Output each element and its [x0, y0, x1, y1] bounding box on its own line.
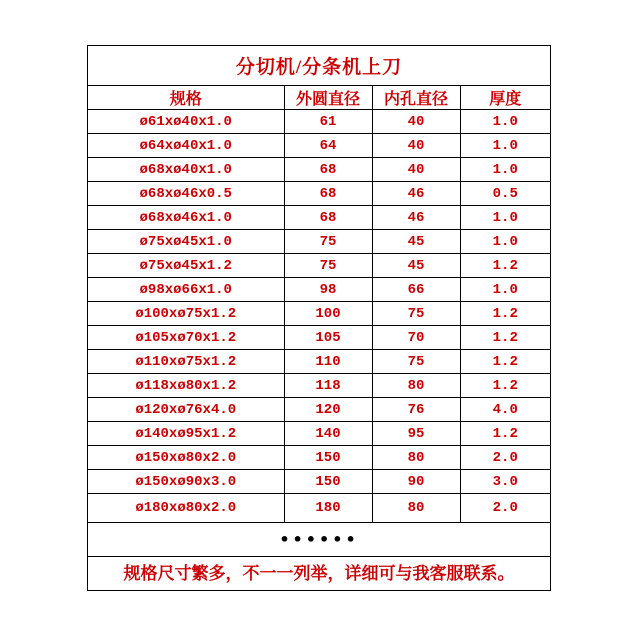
- cell-outer-diameter: 75: [284, 254, 372, 278]
- table-row: [88, 134, 550, 158]
- table-body: [88, 110, 550, 523]
- table-row: [88, 206, 550, 230]
- cell-spec: ø100xø75x1.2: [88, 302, 284, 326]
- table-row: [88, 110, 550, 134]
- cell-inner-diameter: 46: [372, 206, 460, 230]
- cell-outer-diameter: 68: [284, 158, 372, 182]
- cell-inner-diameter: 45: [372, 230, 460, 254]
- cell-spec: ø180xø80x2.0: [88, 494, 284, 523]
- footer-note: 规格尺寸繁多，不一一列举，详细可与我客服联系。: [88, 557, 550, 586]
- footer-row: [88, 557, 550, 586]
- cell-thickness: 1.0: [460, 206, 550, 230]
- cell-inner-diameter: 95: [372, 422, 460, 446]
- table-row: [88, 422, 550, 446]
- cell-thickness: 1.2: [460, 374, 550, 398]
- table-row: [88, 374, 550, 398]
- table-title: 分切机/分条机上刀: [88, 46, 550, 86]
- cell-spec: ø64xø40x1.0: [88, 134, 284, 158]
- spec-sheet: [87, 45, 551, 591]
- cell-thickness: 1.0: [460, 230, 550, 254]
- cell-thickness: 3.0: [460, 470, 550, 494]
- cell-spec: ø68xø46x0.5: [88, 182, 284, 206]
- cell-thickness: 1.0: [460, 278, 550, 302]
- cell-spec: ø98xø66x1.0: [88, 278, 284, 302]
- cell-outer-diameter: 180: [284, 494, 372, 523]
- cell-spec: ø75xø45x1.0: [88, 230, 284, 254]
- cell-spec: ø68xø46x1.0: [88, 206, 284, 230]
- cell-thickness: 2.0: [460, 494, 550, 523]
- cell-thickness: 1.2: [460, 350, 550, 374]
- cell-thickness: 1.2: [460, 302, 550, 326]
- header-thickness: 厚度: [460, 86, 550, 110]
- cell-outer-diameter: 110: [284, 350, 372, 374]
- table-row: [88, 230, 550, 254]
- header-outer-diameter: 外圆直径: [284, 86, 372, 110]
- cell-thickness: 2.0: [460, 446, 550, 470]
- cell-inner-diameter: 40: [372, 134, 460, 158]
- cell-thickness: 1.0: [460, 158, 550, 182]
- cell-spec: ø118xø80x1.2: [88, 374, 284, 398]
- cell-inner-diameter: 70: [372, 326, 460, 350]
- table-row: [88, 446, 550, 470]
- cell-outer-diameter: 120: [284, 398, 372, 422]
- spec-table: [88, 86, 550, 585]
- table-row: [88, 158, 550, 182]
- cell-inner-diameter: 46: [372, 182, 460, 206]
- cell-inner-diameter: 75: [372, 302, 460, 326]
- table-row: [88, 398, 550, 422]
- cell-inner-diameter: 80: [372, 446, 460, 470]
- table-row: [88, 182, 550, 206]
- cell-thickness: 4.0: [460, 398, 550, 422]
- cell-thickness: 1.2: [460, 326, 550, 350]
- cell-inner-diameter: 45: [372, 254, 460, 278]
- ellipsis-row: [88, 523, 550, 557]
- table-row: [88, 350, 550, 374]
- cell-outer-diameter: 150: [284, 446, 372, 470]
- cell-thickness: 1.0: [460, 134, 550, 158]
- cell-outer-diameter: 118: [284, 374, 372, 398]
- cell-inner-diameter: 66: [372, 278, 460, 302]
- header-row: [88, 86, 550, 110]
- cell-spec: ø140xø95x1.2: [88, 422, 284, 446]
- cell-spec: ø75xø45x1.2: [88, 254, 284, 278]
- cell-outer-diameter: 64: [284, 134, 372, 158]
- cell-inner-diameter: 80: [372, 494, 460, 523]
- cell-spec: ø105xø70x1.2: [88, 326, 284, 350]
- cell-thickness: 0.5: [460, 182, 550, 206]
- cell-inner-diameter: 40: [372, 110, 460, 134]
- cell-spec: ø150xø90x3.0: [88, 470, 284, 494]
- cell-inner-diameter: 76: [372, 398, 460, 422]
- table-row: [88, 494, 550, 523]
- header-inner-diameter: 内孔直径: [372, 86, 460, 110]
- cell-outer-diameter: 61: [284, 110, 372, 134]
- cell-inner-diameter: 75: [372, 350, 460, 374]
- cell-outer-diameter: 105: [284, 326, 372, 350]
- cell-thickness: 1.2: [460, 422, 550, 446]
- cell-outer-diameter: 140: [284, 422, 372, 446]
- cell-outer-diameter: 68: [284, 206, 372, 230]
- cell-inner-diameter: 40: [372, 158, 460, 182]
- cell-thickness: 1.0: [460, 110, 550, 134]
- cell-spec: ø68xø40x1.0: [88, 158, 284, 182]
- table-row: [88, 278, 550, 302]
- cell-spec: ø120xø76x4.0: [88, 398, 284, 422]
- table-row: [88, 302, 550, 326]
- cell-outer-diameter: 150: [284, 470, 372, 494]
- cell-spec: ø110xø75x1.2: [88, 350, 284, 374]
- cell-outer-diameter: 100: [284, 302, 372, 326]
- cell-outer-diameter: 98: [284, 278, 372, 302]
- cell-inner-diameter: 90: [372, 470, 460, 494]
- cell-thickness: 1.2: [460, 254, 550, 278]
- cell-spec: ø61xø40x1.0: [88, 110, 284, 134]
- table-row: [88, 254, 550, 278]
- cell-inner-diameter: 80: [372, 374, 460, 398]
- header-spec: 规格: [88, 86, 284, 110]
- ellipsis: ••••••: [88, 523, 550, 557]
- cell-outer-diameter: 75: [284, 230, 372, 254]
- table-row: [88, 470, 550, 494]
- table-row: [88, 326, 550, 350]
- cell-spec: ø150xø80x2.0: [88, 446, 284, 470]
- cell-outer-diameter: 68: [284, 182, 372, 206]
